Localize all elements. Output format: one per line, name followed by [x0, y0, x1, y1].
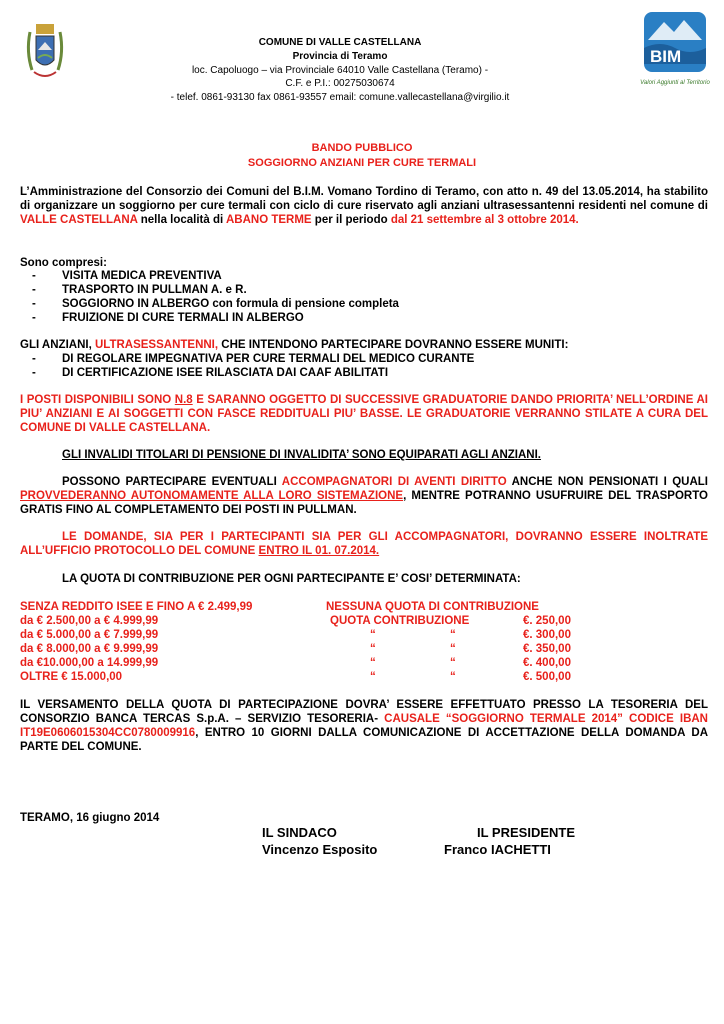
quota-row: da € 5.000,00 a € 7.999,99 “ “ €. 300,00: [20, 629, 571, 641]
quota-table: [20, 600, 710, 684]
domande-paragraph: LE DOMANDE, SIA PER I PARTECIPANTI SIA PER GLI ACCOMPAGNATORI, DOVRANNO ESSERE INOLTRATE ALL’UFFICIO PROTOCOLLO DEL COMUNE ENTRO IL 01. 07.2014.: [20, 531, 708, 557]
header-cf: C.F. e P.I.: 00275030674: [285, 78, 395, 89]
sindaco-title: IL SINDACO: [262, 825, 337, 840]
bim-logo-tagline: Valori Aggiunti al Territorio: [640, 80, 710, 86]
compresi-item: - VISITA MEDICA PREVENTIVA: [32, 270, 222, 282]
posti-number: N.8: [174, 394, 193, 406]
intro-periodo: dal 21 settembre al 3 ottobre 2014.: [390, 214, 579, 226]
anziani-item: - DI REGOLARE IMPEGNATIVA PER CURE TERMALI DEL MEDICO CURANTE: [32, 353, 475, 365]
compresi-item: - SOGGIORNO IN ALBERGO con formula di pensione completa: [32, 298, 399, 310]
domande-deadline: ENTRO IL 01. 07.2014.: [258, 545, 380, 557]
intro-comune: VALLE CASTELLANA: [20, 214, 138, 226]
posti-paragraph: I POSTI DISPONIBILI SONO N.8 E SARANNO OGGETTO DI SUCCESSIVE GRADUATORIE DANDO PRIORITA’ NELL’ORDINE AI PIU’ ANZIANI E AI SOGGETTI CON FASCE REDDITUALI PIU’ BASSE. LE GRADUATORIE VERRANNO STILATE A CURA DEL COMUNE DI VALLE CASTELLANA.: [20, 394, 708, 434]
intro-paragraph: [20, 185, 708, 227]
versamento-paragraph: IL VERSAMENTO DELLA QUOTA DI PARTECIPAZIONE DOVRA’ ESSERE EFFETTUATO PRESSO LA TESORERIA DEL CONSORZIO BANCA TERCAS S.p.A. – SERVIZIO TESORERIA- CAUSALE “SOGGIORNO TERMALE 2014” CODICE IBAN IT19E0606015304CC0780009916, ENTRO 10 GIORNI DALLA COMUNICAZIONE DI ACCETTAZIONE DELLA DOMANDA DA PARTE DEL COMUNE.: [20, 699, 708, 753]
doc-title: BANDO PUBBLICO: [311, 142, 413, 154]
accompagnatori-paragraph: POSSONO PARTECIPARE EVENTUALI ACCOMPAGNATORI DI AVENTI DIRITTO ANCHE NON PENSIONATI I QUALI PROVVEDERANNO AUTONOMAMENTE ALLA LORO SISTEMAZIONE, MENTRE POTRANNO USUFRUIRE DEL TRASPORTO GRATIS FINO AL COMPLETAMENTO DEI POSTI IN PULLMAN.: [20, 476, 708, 516]
municipal-crest-logo: [22, 22, 68, 84]
versamento-causale: CAUSALE “SOGGIORNO TERMALE 2014” CODICE IBAN IT19E0606015304CC0780009916: [20, 713, 708, 739]
intro-text-3: per il periodo: [311, 214, 391, 226]
anziani-item: - DI CERTIFICAZIONE ISEE RILASCIATA DAI CAAF ABILITATI: [32, 367, 389, 379]
invalidi-note: GLI INVALIDI TITOLARI DI PENSIONE DI INVALIDITA’ SONO EQUIPARATI AGLI ANZIANI.: [62, 449, 541, 461]
quota-row: SENZA REDDITO ISEE E FINO A € 2.499,99 NESSUNA QUOTA DI CONTRIBUZIONE: [20, 601, 539, 613]
intro-localita: ABANO TERME: [225, 214, 312, 226]
sindaco-name: Vincenzo Esposito: [262, 842, 378, 857]
quota-row: OLTRE € 15.000,00 “ “ €. 500,00: [20, 671, 571, 683]
date-place: TERAMO, 16 giugno 2014: [20, 812, 160, 824]
presidente-name: Franco IACHETTI: [444, 842, 551, 857]
compresi-heading: Sono compresi:: [20, 257, 107, 269]
presidente-title: IL PRESIDENTE: [477, 825, 576, 840]
header-comune: COMUNE DI VALLE CASTELLANA: [258, 37, 422, 48]
header-address: loc. Capoluogo – via Provinciale 64010 Valle Castellana (Teramo) -: [191, 65, 489, 76]
anziani-heading: GLI ANZIANI, ULTRASESSANTENNI, CHE INTENDONO PARTECIPARE DOVRANNO ESSERE MUNITI:: [20, 339, 569, 351]
quota-row: da €10.000,00 a 14.999,99 “ “ €. 400,00: [20, 657, 571, 669]
bim-logo-text: BIM: [650, 47, 682, 66]
compresi-item: - FRUIZIONE DI CURE TERMALI IN ALBERGO: [32, 312, 304, 324]
quota-row: da € 8.000,00 a € 9.999,99 “ “ €. 350,00: [20, 643, 571, 655]
intro-text-2: nella località di: [137, 214, 226, 226]
header-provincia: Provincia di Teramo: [292, 51, 388, 62]
header-contacts: - telef. 0861-93130 fax 0861-93557 email: comune.vallecastellana@virgilio.it: [170, 92, 510, 103]
intro-text-1: L’Amministrazione del Consorzio dei Comuni del B.I.M. Vomano Tordino di Teramo, con atto n. 49 del 13.05.2014, ha stabilito di organizzare un soggiorno per cure termali con ciclo di cure riservato agli anziani ultrasessantenni residenti nel comune di: [20, 186, 708, 212]
quota-heading: LA QUOTA DI CONTRIBUZIONE PER OGNI PARTECIPANTE E’ COSI’ DETERMINATA:: [62, 573, 521, 585]
compresi-item: - TRASPORTO IN PULLMAN A. e R.: [32, 284, 247, 296]
doc-subtitle: SOGGIORNO ANZIANI PER CURE TERMALI: [247, 157, 477, 169]
quota-row: da € 2.500,00 a € 4.999,99 QUOTA CONTRIBUZIONE €. 250,00: [20, 615, 571, 627]
bim-logo: [640, 12, 710, 90]
